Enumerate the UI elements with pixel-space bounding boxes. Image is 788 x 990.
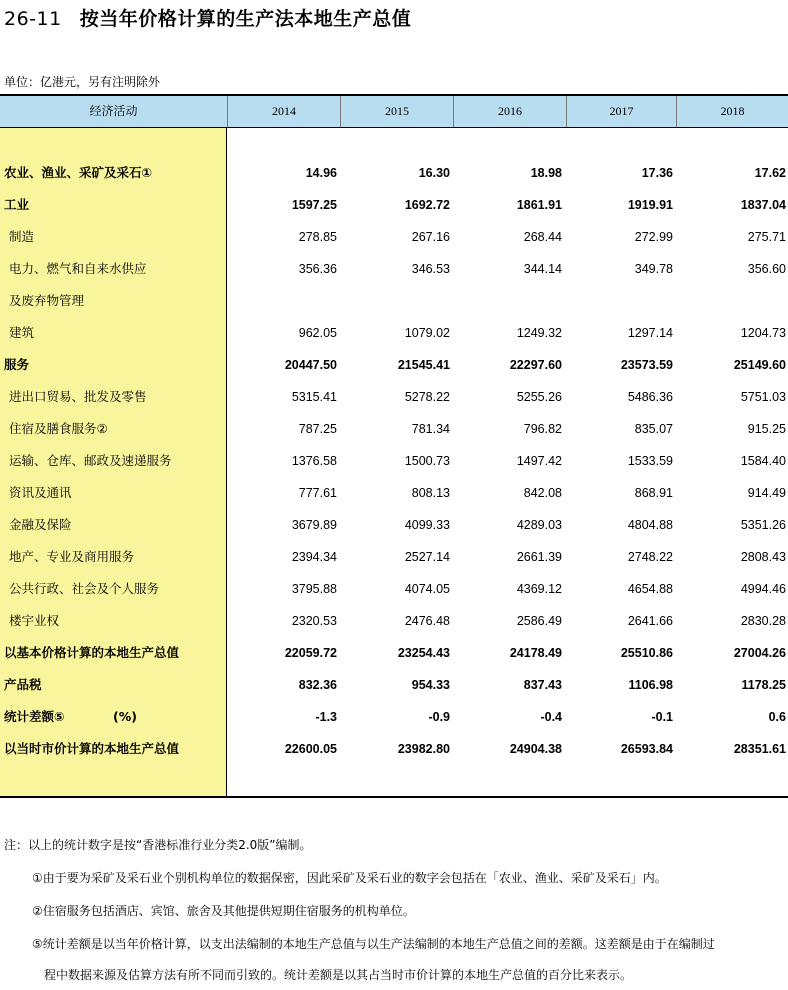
table-row: [0, 354, 788, 376]
row-value: 4289.03: [516, 518, 562, 532]
row-label: 工业: [4, 197, 30, 212]
row-value: 2320.53: [291, 614, 337, 628]
row-label: 服务: [4, 357, 30, 372]
row-value: 20447.50: [284, 358, 337, 372]
table-row: [0, 482, 788, 504]
row-value: 1376.58: [291, 454, 337, 468]
row-value: 2808.43: [740, 550, 786, 564]
table-title: 按当年价格计算的生产法本地生产总值: [79, 8, 412, 30]
row-label: 住宿及膳食服务②: [9, 421, 108, 436]
row-label: 金融及保险: [9, 517, 72, 532]
row-value: 22600.05: [284, 742, 337, 756]
row-value: 344.14: [523, 262, 562, 276]
row-value: 1497.42: [516, 454, 562, 468]
row-value: 5486.36: [627, 390, 673, 404]
row-value: 275.71: [747, 230, 786, 244]
row-value: 24904.38: [509, 742, 562, 756]
page-title: [4, 4, 411, 31]
table-header: [0, 96, 788, 128]
row-value: 267.16: [411, 230, 450, 244]
row-value: -0.4: [540, 710, 562, 724]
row-value: 1861.91: [516, 198, 562, 212]
row-value: 268.44: [523, 230, 562, 244]
footnote: 程中数据来源及估算方法有所不同而引致的。统计差额是以其占当时市价计算的本地生产总值的百分比来表示。: [44, 968, 633, 982]
row-value: 4074.05: [404, 582, 450, 596]
row-value: 914.49: [747, 486, 786, 500]
row-label: 统计差额⑤: [4, 709, 65, 724]
row-value: 2586.49: [516, 614, 562, 628]
row-label: 运输、仓库、邮政及速递服务: [9, 453, 172, 468]
row-label: 及废弃物管理: [9, 293, 85, 308]
row-value: 787.25: [298, 422, 337, 436]
row-value: 1597.25: [291, 198, 337, 212]
row-value: 1500.73: [404, 454, 450, 468]
header-year: 2017: [566, 96, 676, 127]
row-value: 954.33: [411, 678, 450, 692]
row-value: 4654.88: [627, 582, 673, 596]
row-value: -0.9: [428, 710, 450, 724]
row-unit: (%): [113, 709, 137, 724]
table-row: [0, 226, 788, 248]
row-value: 0.6: [768, 710, 786, 724]
row-value: 5278.22: [404, 390, 450, 404]
row-value: 16.30: [418, 166, 450, 180]
row-value: 22059.72: [284, 646, 337, 660]
row-value: 1919.91: [627, 198, 673, 212]
row-value: 25510.86: [620, 646, 673, 660]
row-value: 4804.88: [627, 518, 673, 532]
table-row: [0, 418, 788, 440]
row-value: 23254.43: [397, 646, 450, 660]
row-value: 868.91: [634, 486, 673, 500]
header-year: 2015: [340, 96, 453, 127]
row-value: 5315.41: [291, 390, 337, 404]
row-label: 公共行政、社会及个人服务: [9, 581, 160, 596]
table-number: 26-11: [4, 8, 62, 30]
row-value: 1584.40: [740, 454, 786, 468]
row-value: 781.34: [411, 422, 450, 436]
header-year: 2016: [453, 96, 566, 127]
row-value: 27004.26: [733, 646, 786, 660]
row-value: 356.60: [747, 262, 786, 276]
header-activity: 经济活动: [89, 104, 138, 118]
row-value: 22297.60: [509, 358, 562, 372]
table-row: [0, 290, 788, 312]
unit-note: 单位：亿港元，另有注明除外: [4, 75, 161, 89]
row-value: 14.96: [305, 166, 337, 180]
row-value: 1692.72: [404, 198, 450, 212]
table-row: [0, 738, 788, 760]
row-value: 962.05: [298, 326, 337, 340]
row-value: 21545.41: [397, 358, 450, 372]
row-value: 2661.39: [516, 550, 562, 564]
row-value: 915.25: [747, 422, 786, 436]
row-value: 2830.28: [740, 614, 786, 628]
table-row: [0, 194, 788, 216]
row-value: 835.07: [634, 422, 673, 436]
row-label: 地产、专业及商用服务: [9, 549, 135, 564]
row-value: 5751.03: [740, 390, 786, 404]
row-label: 制造: [9, 229, 35, 244]
table-row: [0, 674, 788, 696]
row-value: 1106.98: [628, 678, 673, 692]
header-year: 2014: [227, 96, 340, 127]
row-value: 5351.26: [740, 518, 786, 532]
row-value: 2394.34: [291, 550, 337, 564]
table-row: [0, 450, 788, 472]
row-value: 18.98: [530, 166, 562, 180]
row-value: 1533.59: [627, 454, 673, 468]
table-row: [0, 578, 788, 600]
row-value: 17.36: [641, 166, 673, 180]
table-row: [0, 258, 788, 280]
row-value: 1204.73: [740, 326, 786, 340]
row-value: 356.36: [298, 262, 337, 276]
row-value: 278.85: [298, 230, 337, 244]
row-value: 796.82: [523, 422, 562, 436]
table-row: [0, 514, 788, 536]
row-value: 842.08: [523, 486, 562, 500]
table-row: [0, 162, 788, 184]
row-value: 25149.60: [733, 358, 786, 372]
row-value: 837.43: [523, 678, 562, 692]
row-value: 832.36: [298, 678, 337, 692]
header-year: 2018: [676, 96, 788, 127]
table-row: [0, 610, 788, 632]
row-value: 1249.32: [516, 326, 562, 340]
row-value: 1837.04: [740, 198, 786, 212]
gdp-table: [0, 94, 788, 798]
row-value: 777.61: [298, 486, 337, 500]
row-value: -1.3: [315, 710, 337, 724]
row-value: 1297.14: [627, 326, 673, 340]
row-label: 电力、燃气和自来水供应: [9, 261, 147, 276]
row-value: 272.99: [634, 230, 673, 244]
row-value: 5255.26: [516, 390, 562, 404]
row-value: 26593.84: [620, 742, 673, 756]
footnote: ②住宿服务包括酒店、宾馆、旅舍及其他提供短期住宿服务的机构单位。: [32, 904, 415, 918]
row-label: 农业、渔业、采矿及采石①: [4, 165, 153, 180]
row-value: 4369.12: [516, 582, 562, 596]
table-row: [0, 706, 788, 728]
row-value: 1178.25: [741, 678, 786, 692]
row-value: 3795.88: [291, 582, 337, 596]
row-value: 346.53: [411, 262, 450, 276]
row-value: 2476.48: [404, 614, 450, 628]
row-label: 进出口贸易、批发及零售: [9, 389, 147, 404]
row-value: 24178.49: [509, 646, 562, 660]
footnote: ①由于要为采矿及采石业个别机构单位的数据保密，因此采矿及采石业的数字会包括在「农业、渔业、采矿及采石」内。: [32, 871, 667, 885]
row-value: 4994.46: [740, 582, 786, 596]
row-value: 349.78: [634, 262, 673, 276]
table-row: [0, 386, 788, 408]
row-value: 808.13: [411, 486, 450, 500]
row-label: 资讯及通讯: [9, 485, 72, 500]
footnote: 注：以上的统计数字是按“香港标准行业分类2.0版”编制。: [4, 838, 312, 852]
row-label: 以基本价格计算的本地生产总值: [4, 645, 180, 660]
table-bottom-rule: [0, 796, 788, 798]
table-row: [0, 642, 788, 664]
row-label: 以当时市价计算的本地生产总值: [4, 741, 180, 756]
row-value: 3679.89: [291, 518, 337, 532]
table-row: [0, 546, 788, 568]
footnote: ⑤统计差额是以当年价格计算，以支出法编制的本地生产总值与以生产法编制的本地生产总值之间的差额。这差额是由于在编制过: [32, 937, 715, 951]
row-label: 产品税: [4, 677, 42, 692]
row-value: 23982.80: [397, 742, 450, 756]
row-value: 1079.02: [404, 326, 450, 340]
row-value: 2641.66: [627, 614, 673, 628]
row-value: 28351.61: [733, 742, 786, 756]
row-value: 4099.33: [404, 518, 450, 532]
row-value: 2527.14: [404, 550, 450, 564]
row-value: 2748.22: [627, 550, 673, 564]
row-value: 23573.59: [620, 358, 673, 372]
table-row: [0, 322, 788, 344]
row-label: 楼宇业权: [9, 613, 60, 628]
row-value: -0.1: [651, 710, 673, 724]
row-value: 17.62: [754, 166, 786, 180]
row-label: 建筑: [9, 325, 35, 340]
